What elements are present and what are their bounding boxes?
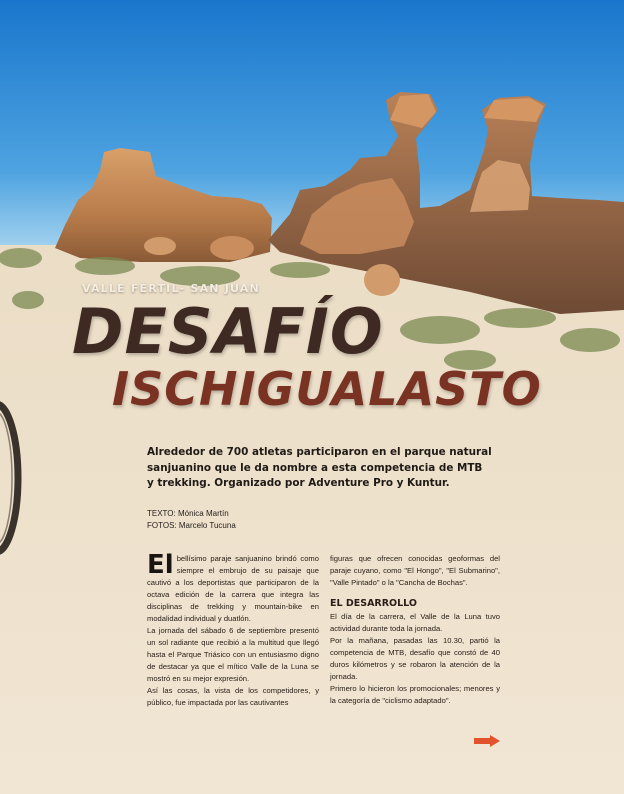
- body-paragraph: El bellísimo paraje sanjuanino brindó como siempre el embrujo de su paisaje que cautivó a los deportistas que participaron de la octava edición de la carrera que integra las disciplinas de trekking y mountain-bike en modalidad individual y duatlón.: [147, 550, 319, 623]
- lead-paragraph: Alrededor de 700 atletas participaron en el parque natural sanjuanino que le da nombre a esta competencia de MTB y trekking. Organizado por Adventure Pro y Kuntur.: [147, 446, 492, 489]
- headline-line-2: ISCHIGUALASTO: [112, 362, 542, 416]
- arrow-right-icon: [474, 735, 500, 747]
- body-paragraph: Así las cosas, la vista de los competidores, y público, fue impactada por las cautivantes: [147, 686, 319, 707]
- section-kicker: VALLE FÉRTIL- SAN JUAN: [82, 282, 260, 295]
- photo-credit: FOTOS: Marcelo Tucuna: [147, 521, 236, 530]
- column-spacer: figuras que ofrecen conocidas geoformas del paraje cuyano, como "El Hongo", "El Submarino", "Valle Pintado" o la "Cancha de Bochas".: [330, 554, 500, 587]
- text-credit: TEXTO: Mónica Martín: [147, 509, 229, 518]
- body-column-2: [330, 553, 500, 707]
- drop-cap: El: [147, 550, 174, 580]
- body-paragraph: El día de la carrera, el Valle de la Luna tuvo actividad durante toda la jornada.: [330, 612, 500, 633]
- byline: [147, 508, 236, 532]
- body-paragraph: Primero lo hicieron los promocionales; menores y la categoría de "ciclismo adaptado".: [330, 684, 500, 705]
- body-paragraph: La jornada del sábado 6 de septiembre presentó un sol radiante que recibió a la multitud que llegó hasta el Parque Triásico con un entusiasmo digno de destacar ya que el mítico Valle de la Luna se mostró en su mejor expresión.: [147, 626, 319, 683]
- headline-line-1: DESAFÍO: [72, 295, 384, 368]
- section-subhead: EL DESARROLLO: [330, 598, 417, 609]
- body-paragraph: Por la mañana, pasadas las 10.30, partió la competencia de MTB, desafío que constó de 40 duros kilómetros y se robaron la atención de la jornada.: [330, 636, 500, 681]
- body-column-1: [147, 550, 319, 709]
